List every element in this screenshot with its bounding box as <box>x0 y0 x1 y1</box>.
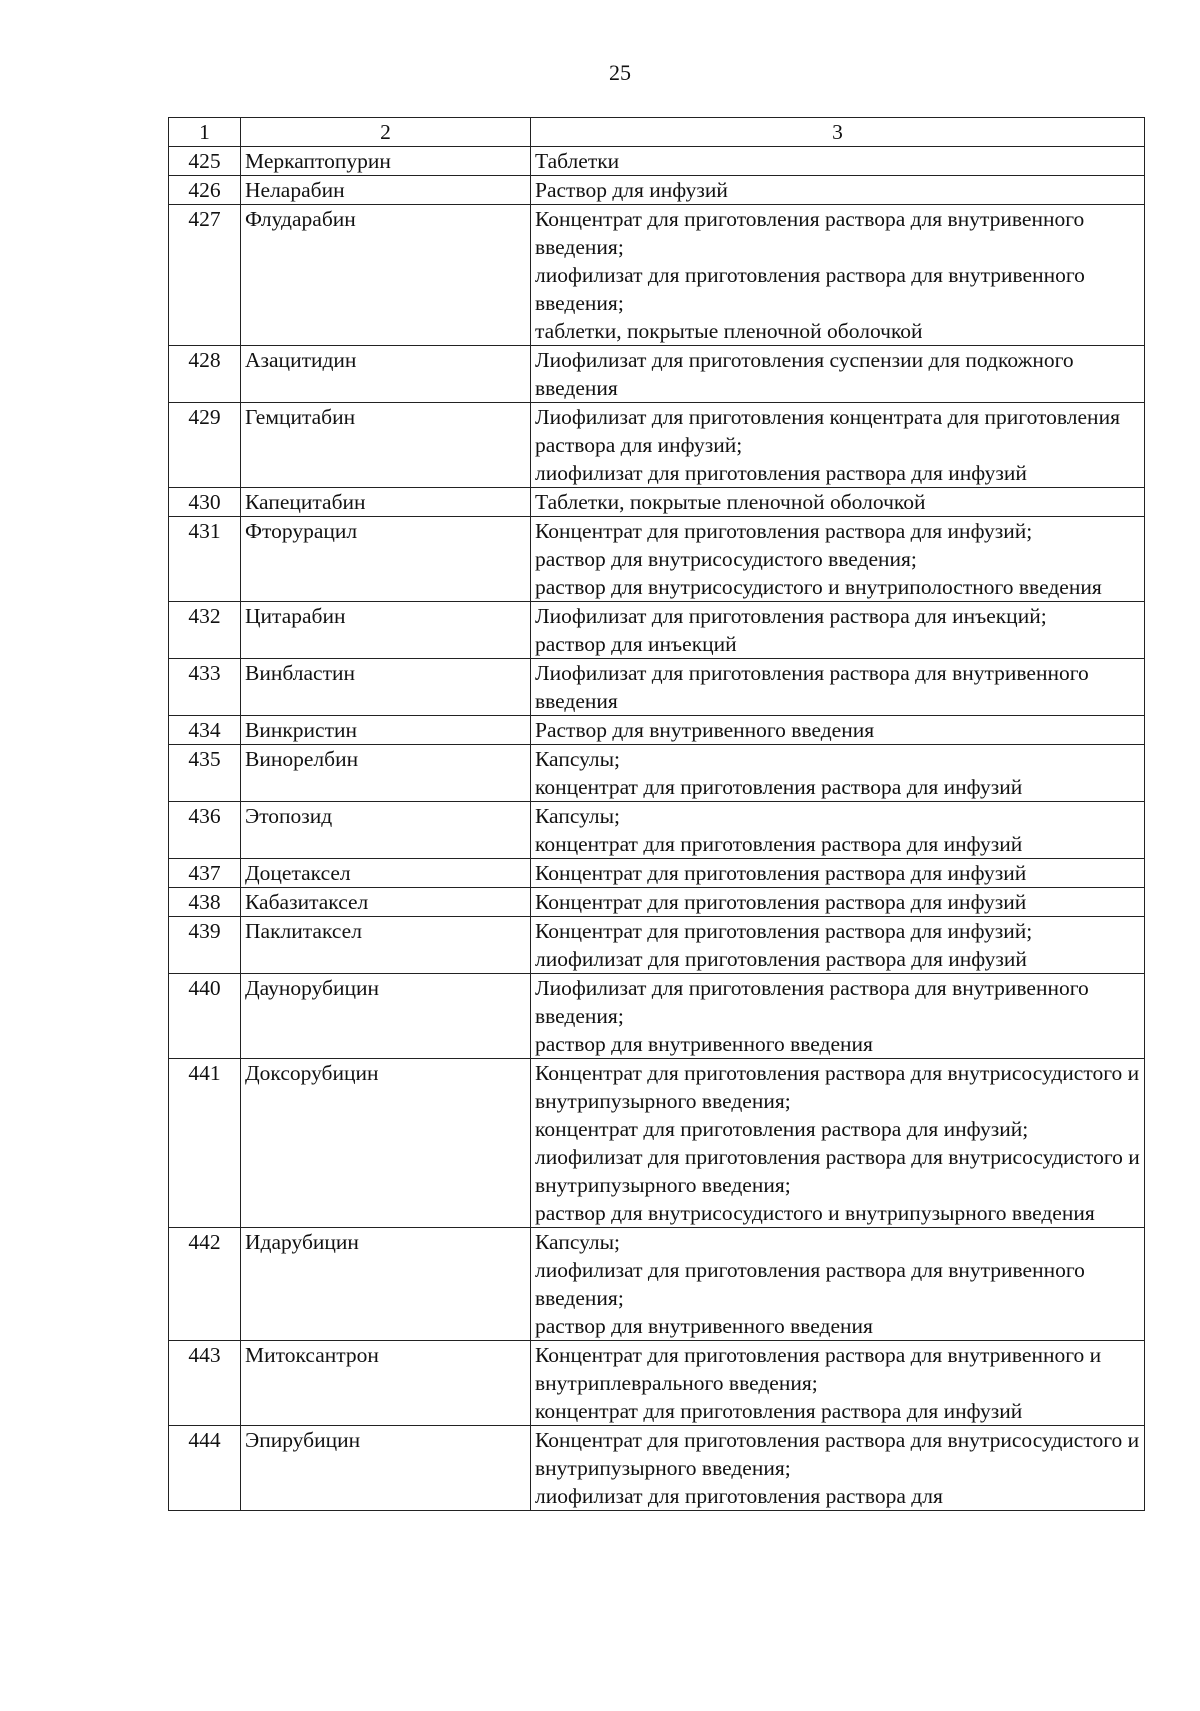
drug-name: Гемцитабин <box>241 403 531 488</box>
dosage-form-item: лиофилизат для приготовления раствора для <box>535 1484 943 1508</box>
dosage-form-item: раствор для внутрисосудистого и внутрипузырного введения <box>535 1201 1095 1225</box>
dosage-form-item: лиофилизат для приготовления раствора для инфузий <box>535 947 1027 971</box>
dosage-form-item: Лиофилизат для приготовления концентрата для приготовления раствора для инфузий; <box>535 405 1120 457</box>
dosage-form-item: лиофилизат для приготовления раствора для внутрисосудистого и внутрипузырного введения; <box>535 1145 1140 1197</box>
dosage-form-item: Раствор для внутривенного введения <box>535 718 875 742</box>
row-number: 434 <box>169 716 241 745</box>
drug-name: Меркаптопурин <box>241 147 531 176</box>
row-number: 441 <box>169 1059 241 1228</box>
dosage-forms <box>531 517 1145 602</box>
dosage-form-item: Таблетки, покрытые пленочной оболочкой <box>535 490 926 514</box>
dosage-forms <box>531 147 1145 176</box>
row-number: 429 <box>169 403 241 488</box>
drug-name: Винбластин <box>241 659 531 716</box>
table-row <box>169 205 1145 346</box>
table-row <box>169 859 1145 888</box>
table-row <box>169 346 1145 403</box>
row-number: 438 <box>169 888 241 917</box>
table-row <box>169 888 1145 917</box>
drug-name: Винорелбин <box>241 745 531 802</box>
table-row <box>169 1228 1145 1341</box>
dosage-form-item: Лиофилизат для приготовления раствора для внутривенного введения <box>535 661 1089 713</box>
dosage-form-item: таблетки, покрытые пленочной оболочкой <box>535 319 923 343</box>
row-number: 428 <box>169 346 241 403</box>
dosage-form-item: раствор для внутрисосудистого введения; <box>535 547 917 571</box>
dosage-form-item: раствор для внутривенного введения <box>535 1314 873 1338</box>
dosage-form-item: Концентрат для приготовления раствора для инфузий <box>535 861 1027 885</box>
row-number: 425 <box>169 147 241 176</box>
dosage-forms <box>531 1341 1145 1426</box>
drug-name: Винкристин <box>241 716 531 745</box>
drug-name: Даунорубицин <box>241 974 531 1059</box>
table-row <box>169 176 1145 205</box>
drug-name: Фторурацил <box>241 517 531 602</box>
row-number: 427 <box>169 205 241 346</box>
row-number: 432 <box>169 602 241 659</box>
dosage-form-item: Концентрат для приготовления раствора для внутривенного и внутриплеврального введения; <box>535 1343 1102 1395</box>
table-header-row <box>169 118 1145 147</box>
drug-name: Доцетаксел <box>241 859 531 888</box>
table-row <box>169 917 1145 974</box>
table-row <box>169 659 1145 716</box>
table-row <box>169 802 1145 859</box>
header-col-1: 1 <box>169 118 241 147</box>
table-row <box>169 488 1145 517</box>
dosage-form-item: Концентрат для приготовления раствора для внутрисосудистого и внутрипузырного введения; <box>535 1061 1140 1113</box>
dosage-forms <box>531 917 1145 974</box>
dosage-forms <box>531 488 1145 517</box>
row-number: 439 <box>169 917 241 974</box>
dosage-forms <box>531 403 1145 488</box>
dosage-forms <box>531 1059 1145 1228</box>
dosage-form-item: концентрат для приготовления раствора для инфузий <box>535 775 1023 799</box>
dosage-form-item: лиофилизат для приготовления раствора для внутривенного введения; <box>535 1258 1085 1310</box>
dosage-form-item: Лиофилизат для приготовления раствора для инъекций; <box>535 604 1047 628</box>
drug-name: Паклитаксел <box>241 917 531 974</box>
dosage-forms <box>531 888 1145 917</box>
dosage-forms <box>531 1426 1145 1511</box>
dosage-form-item: раствор для внутривенного введения <box>535 1032 873 1056</box>
dosage-form-item: лиофилизат для приготовления раствора для внутривенного введения; <box>535 263 1085 315</box>
drug-name: Эпирубицин <box>241 1426 531 1511</box>
dosage-form-item: Раствор для инфузий <box>535 178 728 202</box>
dosage-form-item: Таблетки <box>535 149 620 173</box>
row-number: 433 <box>169 659 241 716</box>
table-row <box>169 602 1145 659</box>
drug-name: Цитарабин <box>241 602 531 659</box>
row-number: 431 <box>169 517 241 602</box>
dosage-forms <box>531 745 1145 802</box>
drug-name: Этопозид <box>241 802 531 859</box>
dosage-forms <box>531 659 1145 716</box>
dosage-form-item: Лиофилизат для приготовления суспензии для подкожного введения <box>535 348 1074 400</box>
page-number: 25 <box>609 60 631 85</box>
table-row <box>169 1341 1145 1426</box>
dosage-form-item: Капсулы; <box>535 804 621 828</box>
table-row <box>169 1059 1145 1228</box>
table-row <box>169 716 1145 745</box>
table-body <box>169 118 1145 1511</box>
table-row <box>169 1426 1145 1511</box>
dosage-form-item: раствор для внутрисосудистого и внутриполостного введения <box>535 575 1102 599</box>
table-row <box>169 147 1145 176</box>
drug-name: Флударабин <box>241 205 531 346</box>
drug-name: Митоксантрон <box>241 1341 531 1426</box>
dosage-forms <box>531 716 1145 745</box>
row-number: 444 <box>169 1426 241 1511</box>
table-row <box>169 974 1145 1059</box>
dosage-form-item: Капсулы; <box>535 747 621 771</box>
dosage-forms <box>531 1228 1145 1341</box>
dosage-form-item: Капсулы; <box>535 1230 621 1254</box>
dosage-form-item: Лиофилизат для приготовления раствора для внутривенного введения; <box>535 976 1089 1028</box>
drug-name: Капецитабин <box>241 488 531 517</box>
drug-name: Доксорубицин <box>241 1059 531 1228</box>
dosage-form-item: лиофилизат для приготовления раствора для инфузий <box>535 461 1027 485</box>
row-number: 442 <box>169 1228 241 1341</box>
dosage-forms <box>531 205 1145 346</box>
drug-name: Кабазитаксел <box>241 888 531 917</box>
header-col-3: 3 <box>531 118 1145 147</box>
dosage-form-item: концентрат для приготовления раствора для инфузий; <box>535 1117 1029 1141</box>
row-number: 430 <box>169 488 241 517</box>
row-number: 437 <box>169 859 241 888</box>
dosage-forms <box>531 802 1145 859</box>
drug-name: Идарубицин <box>241 1228 531 1341</box>
row-number: 440 <box>169 974 241 1059</box>
header-col-2: 2 <box>241 118 531 147</box>
row-number: 435 <box>169 745 241 802</box>
dosage-form-item: Концентрат для приготовления раствора для инфузий; <box>535 519 1033 543</box>
row-number: 426 <box>169 176 241 205</box>
dosage-forms <box>531 346 1145 403</box>
dosage-form-item: Концентрат для приготовления раствора для внутрисосудистого и внутрипузырного введения; <box>535 1428 1140 1480</box>
dosage-forms <box>531 176 1145 205</box>
dosage-form-item: раствор для инъекций <box>535 632 737 656</box>
dosage-forms <box>531 602 1145 659</box>
table-row <box>169 403 1145 488</box>
row-number: 443 <box>169 1341 241 1426</box>
drug-table <box>168 117 1145 1511</box>
dosage-form-item: Концентрат для приготовления раствора для инфузий; <box>535 919 1033 943</box>
table-row <box>169 517 1145 602</box>
dosage-form-item: концентрат для приготовления раствора для инфузий <box>535 1399 1023 1423</box>
drug-name: Азацитидин <box>241 346 531 403</box>
dosage-forms <box>531 859 1145 888</box>
dosage-forms <box>531 974 1145 1059</box>
dosage-form-item: Концентрат для приготовления раствора для инфузий <box>535 890 1027 914</box>
drug-name: Неларабин <box>241 176 531 205</box>
row-number: 436 <box>169 802 241 859</box>
dosage-form-item: Концентрат для приготовления раствора для внутривенного введения; <box>535 207 1085 259</box>
table-row <box>169 745 1145 802</box>
dosage-form-item: концентрат для приготовления раствора для инфузий <box>535 832 1023 856</box>
